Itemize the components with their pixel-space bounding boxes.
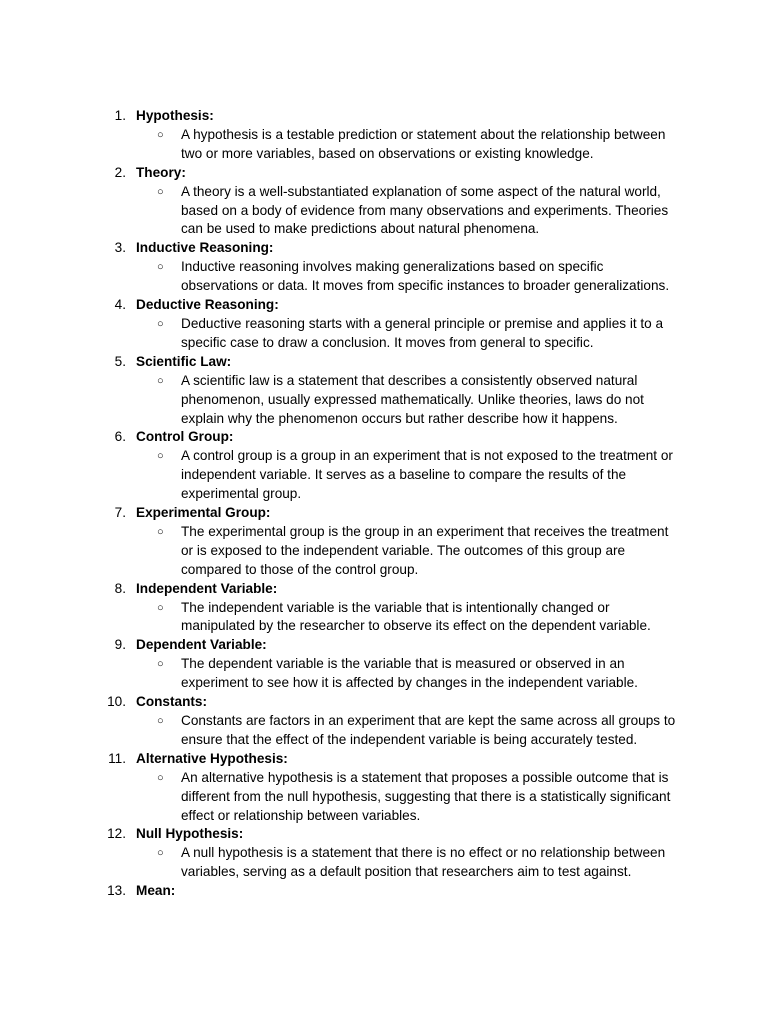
list-item — [0, 636, 768, 655]
list-item — [0, 750, 768, 769]
list-item — [0, 239, 768, 258]
list-item-number: 5. — [114, 353, 126, 369]
term-definition — [0, 315, 768, 353]
list-item — [0, 296, 768, 315]
list-item — [0, 504, 768, 523]
definition-text: The experimental group is the group in an experiment that receives the treatment or is exposed to the independent variable. The outcomes of this group are compared to those of the control group. — [181, 523, 669, 577]
list-item — [0, 882, 768, 901]
term-definition — [0, 655, 768, 693]
definition-text: A scientific law is a statement that describes a consistently observed natural phenomenon, usually expressed mathematically. Unlike theories, laws do not explain why the phenomenon occurs but rather describe how it happens. — [181, 372, 644, 426]
term-title: Scientific Law: — [136, 353, 232, 369]
definition-text: Inductive reasoning involves making generalizations based on specific observations or data. It moves from specific instances to broader generalizations. — [181, 259, 670, 294]
definition-text: A hypothesis is a testable prediction or statement about the relationship between two or more variables, based on observations or existing knowledge. — [181, 126, 666, 161]
list-item — [0, 353, 768, 372]
list-item — [0, 107, 768, 126]
term-definition — [0, 844, 768, 882]
term-title: Mean: — [136, 883, 176, 899]
term-title: Hypothesis: — [136, 108, 214, 123]
hollow-bullet-icon: ○ — [157, 771, 164, 784]
term-definition — [0, 183, 768, 240]
term-title: Alternative Hypothesis: — [136, 750, 288, 766]
hollow-bullet-icon: ○ — [157, 374, 164, 387]
hollow-bullet-icon: ○ — [157, 128, 164, 141]
hollow-bullet-icon: ○ — [157, 450, 164, 463]
term-title: Experimental Group: — [136, 505, 271, 521]
term-title: Theory: — [136, 164, 186, 180]
term-title: Control Group: — [136, 429, 234, 445]
term-title: Dependent Variable: — [136, 637, 267, 653]
term-definition — [0, 126, 768, 164]
list-item-number: 2. — [114, 164, 126, 180]
definition-text: The dependent variable is the variable that is measured or observed in an experiment to see how it is affected by changes in the independent variable. — [181, 656, 638, 691]
term-title: Null Hypothesis: — [136, 826, 244, 842]
hollow-bullet-icon: ○ — [157, 317, 164, 330]
hollow-bullet-icon: ○ — [157, 847, 164, 860]
list-item — [0, 164, 768, 183]
list-item-number: 9. — [114, 637, 126, 653]
term-definition — [0, 372, 768, 429]
list-item-number: 10. — [107, 694, 126, 710]
term-title: Independent Variable: — [136, 580, 278, 596]
definition-text: A control group is a group in an experiment that is not exposed to the treatment or independent variable. It serves as a baseline to compare the results of the experimental group. — [181, 448, 673, 502]
list-item-number: 12. — [107, 826, 126, 842]
term-title: Constants: — [136, 694, 207, 710]
definition-text: Constants are factors in an experiment that are kept the same across all groups to ensure that the effect of the independent variable is being accurately tested. — [181, 713, 676, 747]
list-item — [0, 825, 768, 844]
hollow-bullet-icon: ○ — [157, 658, 164, 671]
hollow-bullet-icon: ○ — [157, 185, 164, 198]
term-definition — [0, 523, 768, 580]
hollow-bullet-icon: ○ — [157, 601, 164, 614]
term-definition — [0, 447, 768, 504]
hollow-bullet-icon: ○ — [157, 525, 164, 538]
list-item-number: 13. — [107, 883, 126, 899]
term-definition — [0, 258, 768, 296]
list-item-number: 1. — [114, 108, 126, 123]
list-item — [0, 693, 768, 712]
list-item-number: 8. — [114, 580, 126, 596]
list-item-number: 6. — [114, 429, 126, 445]
definition-text: A theory is a well-substantiated explanation of some aspect of the natural world, based on a body of evidence from many observations and experiments. Theories can be used to make predictions about natural phenomena. — [181, 183, 669, 237]
term-title: Deductive Reasoning: — [136, 297, 279, 313]
definition-text: The independent variable is the variable that is intentionally changed or manipulated by the researcher to observe its effect on the dependent variable. — [181, 599, 651, 634]
term-definition — [0, 712, 768, 750]
hollow-bullet-icon: ○ — [157, 261, 164, 274]
definition-text: An alternative hypothesis is a statement that proposes a possible outcome that is different from the null hypothesis, suggesting that there is a statistically significant effect or relationship between variables. — [181, 769, 671, 823]
term-title: Inductive Reasoning: — [136, 240, 274, 256]
document-page — [0, 107, 768, 901]
list-item-number: 3. — [114, 240, 126, 256]
definition-text: A null hypothesis is a statement that there is no effect or no relationship between variables, serving as a default position that researchers aim to test against. — [181, 845, 666, 880]
term-definition — [0, 769, 768, 826]
list-item — [0, 428, 768, 447]
list-item-number: 4. — [114, 297, 126, 313]
term-list — [0, 107, 768, 901]
list-item-number: 7. — [114, 505, 126, 521]
term-definition — [0, 599, 768, 637]
list-item-number: 11. — [108, 750, 126, 766]
definition-text: Deductive reasoning starts with a general principle or premise and applies it to a specific case to draw a conclusion. It moves from general to specific. — [181, 315, 664, 350]
hollow-bullet-icon: ○ — [157, 715, 164, 727]
list-item — [0, 580, 768, 599]
